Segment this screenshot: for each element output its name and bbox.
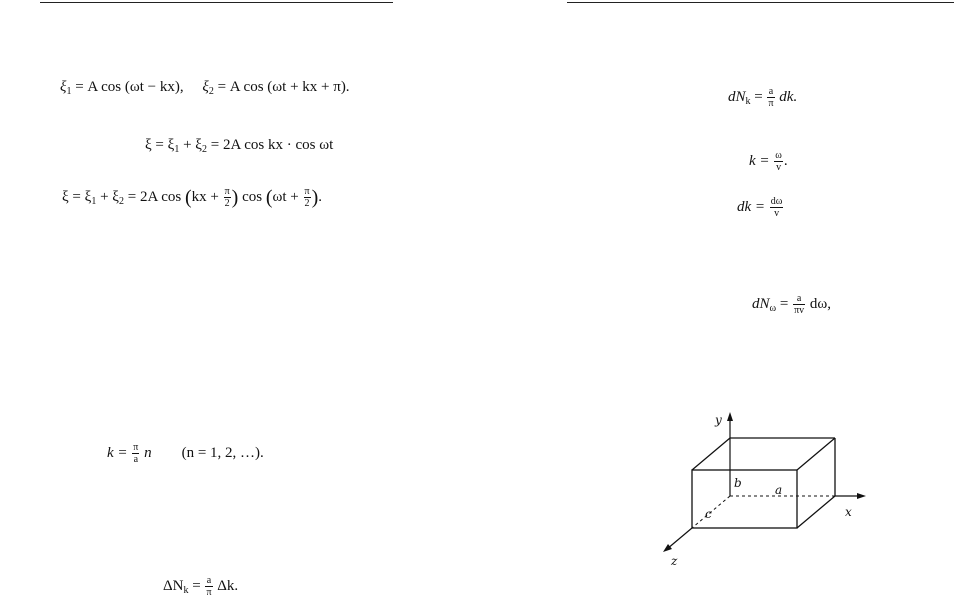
box-right-bottom-edge bbox=[797, 496, 835, 528]
equation-delta-n: $\Delta N_k$ = $\frac{a}{\pi}$ Δk. bbox=[163, 575, 239, 598]
equation-dk: dk = $\frac{d\omega}{v}$ bbox=[737, 196, 783, 219]
box-diagram bbox=[655, 400, 885, 570]
equation-superposition: $\xi = \xi_1 + \xi_2 = 2A$ cos kx · cos ωt bbox=[145, 137, 334, 155]
box-top-right-edge bbox=[797, 438, 835, 470]
edge-label-c: c bbox=[705, 507, 712, 521]
equation-dn-omega: $dN_\omega$ = $\frac{a}{\pi v}$ dω, bbox=[752, 293, 832, 316]
axis-label-z: z bbox=[671, 554, 678, 568]
edge-label-b: b bbox=[734, 476, 742, 490]
z-axis-line bbox=[667, 528, 692, 549]
x-axis-arrow bbox=[857, 493, 866, 499]
equation-k-omega: k = $\frac{\omega}{v}$ . bbox=[749, 150, 788, 173]
y-axis-arrow bbox=[727, 412, 733, 421]
equation-standing-wave: $\xi = \xi_1 + \xi_2 = 2A$ cos (kx + $\frac{\pi}{2}$ ) cos (ωt + $\frac{\pi}{2}$ ). bbox=[62, 186, 322, 209]
equation-wavenumber: k = $\frac{\pi}{a}$ n (n = 1, 2, …). bbox=[107, 442, 264, 465]
equation-two-waves: $\xi_1 = A$ cos (ωt − kx), $\xi_2 = A$ cos (ωt + kx + π). bbox=[60, 79, 350, 97]
axis-label-y: y bbox=[715, 413, 722, 427]
left-page-header-rule bbox=[40, 2, 393, 3]
right-page-header-rule bbox=[567, 2, 954, 3]
axis-label-x: x bbox=[845, 505, 852, 519]
edge-label-a: a bbox=[775, 483, 783, 497]
box-top-left-edge bbox=[692, 438, 730, 470]
equation-dn-k: $dN_k$ = $\frac{a}{\pi}$ dk. bbox=[728, 86, 798, 109]
